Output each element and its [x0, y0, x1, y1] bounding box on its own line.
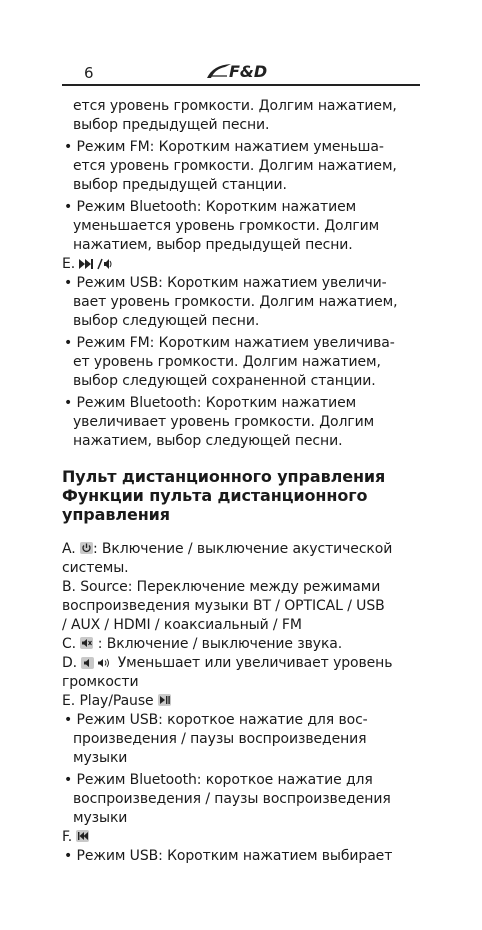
item-e-label: E. — [62, 255, 420, 274]
text-line: / AUX / HDMI / коаксиальный / FM — [62, 617, 302, 633]
list-item: • Режим FM: Коротким нажатием уменьша- — [64, 139, 384, 155]
remote-item-c: C. : Включение / выключение звука. — [62, 636, 343, 652]
logo-text: F&D — [229, 62, 268, 81]
next-track-volume-up-icon — [79, 257, 113, 269]
manual-text — [62, 97, 420, 866]
text-line: вает уровень громкости. Долгим нажатием, — [73, 294, 398, 310]
remote-item-b: B. Source: Переключение между режимами — [62, 579, 381, 595]
remote-item-a: A. : Включение / выключение акустической — [62, 541, 393, 557]
text-line: системы. — [62, 560, 129, 576]
previous-track-icon — [76, 830, 89, 842]
list-item: • Режим Bluetooth: Коротким нажатием — [64, 395, 357, 411]
list-item: • Режим USB: Коротким нажатием увеличи- — [64, 275, 387, 291]
list-item: • Режим USB: Коротким нажатием выбирает — [64, 848, 393, 864]
header-rule — [62, 84, 420, 86]
text-line: выбор следующей песни. — [73, 313, 260, 329]
text-line: музыки — [73, 750, 128, 766]
power-icon — [80, 542, 93, 554]
text-line: громкости — [62, 674, 139, 690]
text-line: увеличивает уровень громкости. Долгим — [73, 414, 375, 430]
text-line: выбор предыдущей песни. — [73, 117, 270, 133]
text-line: выбор предыдущей станции. — [73, 177, 287, 193]
text-line: уменьшается уровень громкости. Долгим — [73, 218, 380, 234]
text-line: музыки — [73, 810, 128, 826]
remote-item-d: D. Уменьшает или увеличивает уровень — [62, 655, 393, 671]
volume-down-up-icon — [81, 656, 113, 668]
section-subheading: Функции пульта дистанционного — [62, 486, 368, 505]
text-line: ется уровень громкости. Долгим нажатием, — [73, 158, 397, 174]
remote-item-e: E. Play/Pause — [62, 692, 420, 711]
section-heading: Пульт дистанционного управления — [62, 467, 386, 486]
brand-logo — [205, 61, 293, 81]
mute-icon — [80, 637, 93, 649]
section-subheading-cont: управления — [62, 505, 170, 524]
list-item: • Режим Bluetooth: короткое нажатие для — [64, 772, 373, 788]
text-line: произведения / паузы воспроизведения — [73, 731, 367, 747]
text-line: ет уровень громкости. Долгим нажатием, — [73, 354, 381, 370]
text-line: нажатием, выбор следующей песни. — [73, 433, 343, 449]
page-number: 6 — [84, 64, 94, 82]
text-line: ется уровень громкости. Долгим нажатием, — [73, 98, 397, 114]
text-line: воспроизведения / паузы воспроизведения — [73, 791, 391, 807]
list-item: • Режим Bluetooth: Коротким нажатием — [64, 199, 357, 215]
list-item: • Режим USB: короткое нажатие для вос- — [64, 712, 368, 728]
remote-item-f: F. — [62, 828, 420, 847]
list-item: • Режим FM: Коротким нажатием увеличива- — [64, 335, 395, 351]
text-line: нажатием, выбор предыдущей песни. — [73, 237, 353, 253]
page-header — [62, 48, 420, 88]
play-pause-icon — [158, 694, 171, 706]
text-line: выбор следующей сохраненной станции. — [73, 373, 376, 389]
text-line: воспроизведения музыки BT / OPTICAL / USB — [62, 598, 385, 614]
